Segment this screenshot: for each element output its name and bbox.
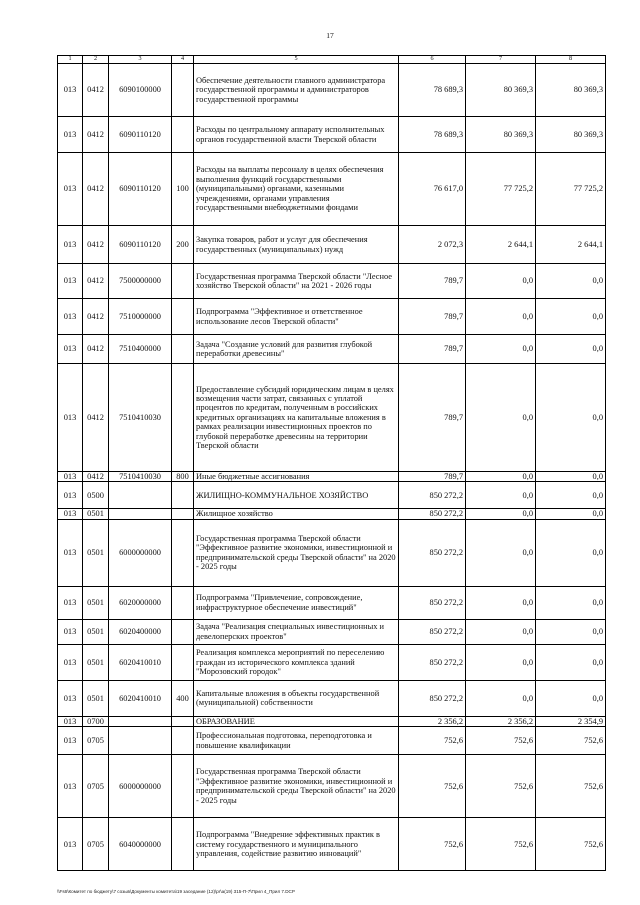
cell-sum-3: 752,6 (536, 755, 606, 818)
cell-vr (172, 727, 194, 755)
table-row (58, 619, 606, 644)
page-number: 17 (326, 31, 334, 40)
cell-rz: 0705 (83, 818, 109, 871)
cell-name: Иные бюджетные ассигнования (194, 472, 399, 482)
table-row (58, 680, 606, 716)
cell-sum-1: 850 272,2 (399, 619, 466, 644)
cell-rz: 0500 (83, 482, 109, 509)
footer-file-path: \\Fs6\Комитет по бюджету\7 созыв\Документы комитета\19 заседание (12)\pr\a(19) 315-П-7\Прил 4_Прил 7.DCP (57, 889, 295, 894)
table-row (58, 509, 606, 519)
cell-csr: 6020400000 (109, 619, 172, 644)
cell-vr (172, 755, 194, 818)
cell-csr: 6040000000 (109, 818, 172, 871)
cell-csr: 6020410010 (109, 680, 172, 716)
table-row (58, 335, 606, 364)
cell-gr: 013 (58, 519, 83, 586)
table-row (58, 727, 606, 755)
cell-sum-2: 752,6 (466, 755, 536, 818)
cell-sum-2: 0,0 (466, 586, 536, 619)
cell-sum-3: 2 354,9 (536, 716, 606, 726)
cell-gr: 013 (58, 299, 83, 335)
cell-sum-3: 0,0 (536, 509, 606, 519)
cell-sum-3: 0,0 (536, 680, 606, 716)
cell-rz: 0501 (83, 619, 109, 644)
cell-gr: 013 (58, 716, 83, 726)
cell-gr: 013 (58, 755, 83, 818)
cell-vr (172, 519, 194, 586)
table-header-row (58, 56, 606, 64)
table-row (58, 226, 606, 264)
cell-sum-3: 0,0 (536, 335, 606, 364)
cell-sum-1: 78 689,3 (399, 117, 466, 153)
header-cell: 8 (536, 56, 606, 64)
cell-sum-2: 0,0 (466, 619, 536, 644)
header-cell: 6 (399, 56, 466, 64)
cell-gr: 013 (58, 509, 83, 519)
cell-name: Государственная программа Тверской области "Эффективное развитие экономики, инвестиционной и предпринимательской среды Тверской области" на 2020 - 2025 годы (194, 755, 399, 818)
cell-name: Расходы на выплаты персоналу в целях обеспечения выполнения функций государственными (муниципальными) органами, казенными учреждениями, органами управления государственными внебюджетными фондами (194, 153, 399, 226)
cell-sum-1: 2 072,3 (399, 226, 466, 264)
cell-name: Подпрограмма "Привлечение, сопровождение, инфраструктурное обеспечение инвестиций" (194, 586, 399, 619)
cell-rz: 0412 (83, 264, 109, 299)
budget-table (57, 55, 606, 871)
cell-vr (172, 364, 194, 472)
table-row (58, 644, 606, 680)
cell-rz: 0412 (83, 153, 109, 226)
cell-sum-2: 0,0 (466, 519, 536, 586)
cell-name: Обеспечение деятельности главного администратора государственной программы и администраторов государственной программы (194, 64, 399, 117)
cell-vr: 200 (172, 226, 194, 264)
cell-sum-1: 850 272,2 (399, 509, 466, 519)
cell-sum-2: 2 356,2 (466, 716, 536, 726)
cell-sum-3: 80 369,3 (536, 117, 606, 153)
cell-vr (172, 299, 194, 335)
table-row (58, 482, 606, 509)
cell-name: ОБРАЗОВАНИЕ (194, 716, 399, 726)
cell-gr: 013 (58, 818, 83, 871)
cell-sum-2: 0,0 (466, 299, 536, 335)
cell-csr (109, 482, 172, 509)
cell-name: Расходы по центральному аппарату исполнительных органов государственной власти Тверской области (194, 117, 399, 153)
cell-name: Подпрограмма "Эффективное и ответственное использование лесов Тверской области" (194, 299, 399, 335)
cell-csr (109, 716, 172, 726)
table-row (58, 364, 606, 472)
table-row (58, 755, 606, 818)
header-cell: 2 (83, 56, 109, 64)
cell-sum-3: 80 369,3 (536, 64, 606, 117)
header-cell: 4 (172, 56, 194, 64)
cell-vr: 400 (172, 680, 194, 716)
cell-name: Задача "Реализация специальных инвестиционных и девелоперских проектов" (194, 619, 399, 644)
cell-rz: 0412 (83, 335, 109, 364)
cell-sum-3: 752,6 (536, 727, 606, 755)
cell-rz: 0705 (83, 727, 109, 755)
cell-gr: 013 (58, 472, 83, 482)
cell-gr: 013 (58, 364, 83, 472)
cell-sum-3: 752,6 (536, 818, 606, 871)
cell-csr (109, 509, 172, 519)
cell-gr: 013 (58, 264, 83, 299)
cell-csr: 6090110120 (109, 117, 172, 153)
cell-gr: 013 (58, 619, 83, 644)
cell-name: ЖИЛИЩНО-КОММУНАЛЬНОЕ ХОЗЯЙСТВО (194, 482, 399, 509)
cell-csr: 7500000000 (109, 264, 172, 299)
cell-rz: 0501 (83, 519, 109, 586)
cell-sum-2: 0,0 (466, 472, 536, 482)
cell-sum-3: 0,0 (536, 264, 606, 299)
cell-gr: 013 (58, 153, 83, 226)
cell-sum-1: 752,6 (399, 727, 466, 755)
cell-sum-2: 752,6 (466, 727, 536, 755)
table-row (58, 264, 606, 299)
cell-name: Капитальные вложения в объекты государственной (муниципальной) собственности (194, 680, 399, 716)
cell-sum-2: 0,0 (466, 644, 536, 680)
cell-vr (172, 644, 194, 680)
cell-rz: 0412 (83, 364, 109, 472)
cell-sum-1: 789,7 (399, 299, 466, 335)
cell-sum-3: 77 725,2 (536, 153, 606, 226)
cell-gr: 013 (58, 335, 83, 364)
cell-sum-3: 0,0 (536, 299, 606, 335)
cell-name: Профессиональная подготовка, переподготовка и повышение квалификации (194, 727, 399, 755)
cell-vr (172, 335, 194, 364)
cell-sum-2: 77 725,2 (466, 153, 536, 226)
cell-name: Государственная программа Тверской области "Эффективное развитие экономики, инвестиционной и предпринимательской среды Тверской области" на 2020 - 2025 годы (194, 519, 399, 586)
cell-rz: 0412 (83, 64, 109, 117)
cell-rz: 0412 (83, 299, 109, 335)
header-cell: 5 (194, 56, 399, 64)
cell-vr (172, 264, 194, 299)
cell-sum-1: 2 356,2 (399, 716, 466, 726)
table-row (58, 153, 606, 226)
header-cell: 1 (58, 56, 83, 64)
cell-gr: 013 (58, 644, 83, 680)
cell-name: Подпрограмма "Внедрение эффективных практик в систему государственного и муниципального управления, содействие развитию инноваций" (194, 818, 399, 871)
cell-sum-1: 789,7 (399, 364, 466, 472)
cell-gr: 013 (58, 680, 83, 716)
cell-sum-1: 850 272,2 (399, 680, 466, 716)
cell-gr: 013 (58, 226, 83, 264)
cell-gr: 013 (58, 117, 83, 153)
cell-name: Реализация комплекса мероприятий по переселению граждан из исторического комплекса зданий "Морозовский городок" (194, 644, 399, 680)
cell-sum-1: 789,7 (399, 472, 466, 482)
cell-sum-3: 0,0 (536, 619, 606, 644)
cell-sum-2: 80 369,3 (466, 117, 536, 153)
cell-rz: 0412 (83, 472, 109, 482)
cell-sum-1: 76 617,0 (399, 153, 466, 226)
cell-csr: 6020000000 (109, 586, 172, 619)
cell-name: Задача "Создание условий для развития глубокой переработки древесины" (194, 335, 399, 364)
table-row (58, 716, 606, 726)
table-body (58, 56, 606, 871)
cell-csr: 6090100000 (109, 64, 172, 117)
cell-gr: 013 (58, 586, 83, 619)
table-row (58, 586, 606, 619)
cell-csr (109, 727, 172, 755)
table-row (58, 299, 606, 335)
cell-name: Жилищное хозяйство (194, 509, 399, 519)
cell-sum-2: 752,6 (466, 818, 536, 871)
cell-sum-3: 0,0 (536, 644, 606, 680)
cell-gr: 013 (58, 482, 83, 509)
cell-vr (172, 586, 194, 619)
cell-sum-3: 0,0 (536, 586, 606, 619)
cell-csr: 7510410030 (109, 472, 172, 482)
cell-sum-2: 0,0 (466, 509, 536, 519)
cell-vr (172, 716, 194, 726)
cell-csr: 7510410030 (109, 364, 172, 472)
cell-csr: 6090110120 (109, 153, 172, 226)
cell-csr: 6020410010 (109, 644, 172, 680)
cell-sum-3: 2 644,1 (536, 226, 606, 264)
cell-rz: 0501 (83, 586, 109, 619)
table-row (58, 117, 606, 153)
cell-name: Государственная программа Тверской области "Лесное хозяйство Тверской области" на 2021 - 2026 годы (194, 264, 399, 299)
header-cell: 3 (109, 56, 172, 64)
cell-csr: 6000000000 (109, 755, 172, 818)
cell-vr (172, 509, 194, 519)
cell-sum-2: 0,0 (466, 264, 536, 299)
cell-sum-1: 850 272,2 (399, 586, 466, 619)
cell-sum-2: 0,0 (466, 335, 536, 364)
cell-sum-2: 0,0 (466, 364, 536, 472)
cell-rz: 0705 (83, 755, 109, 818)
cell-csr: 6090110120 (109, 226, 172, 264)
cell-vr (172, 117, 194, 153)
cell-sum-1: 752,6 (399, 755, 466, 818)
cell-gr: 013 (58, 64, 83, 117)
cell-vr (172, 619, 194, 644)
cell-rz: 0700 (83, 716, 109, 726)
cell-rz: 0501 (83, 509, 109, 519)
cell-sum-3: 0,0 (536, 482, 606, 509)
cell-sum-2: 0,0 (466, 680, 536, 716)
cell-sum-3: 0,0 (536, 364, 606, 472)
cell-name: Закупка товаров, работ и услуг для обеспечения государственных (муниципальных) нужд (194, 226, 399, 264)
cell-sum-2: 2 644,1 (466, 226, 536, 264)
cell-sum-3: 0,0 (536, 519, 606, 586)
cell-sum-1: 789,7 (399, 335, 466, 364)
cell-vr: 800 (172, 472, 194, 482)
cell-rz: 0412 (83, 226, 109, 264)
cell-vr (172, 64, 194, 117)
cell-sum-1: 78 689,3 (399, 64, 466, 117)
cell-rz: 0501 (83, 644, 109, 680)
cell-sum-1: 789,7 (399, 264, 466, 299)
cell-vr: 100 (172, 153, 194, 226)
cell-vr (172, 482, 194, 509)
cell-sum-1: 752,6 (399, 818, 466, 871)
cell-csr: 7510000000 (109, 299, 172, 335)
cell-csr: 6000000000 (109, 519, 172, 586)
cell-name: Предоставление субсидий юридическим лицам в целях возмещения части затрат, связанных с уплатой процентов по кредитам, полученным в российских кредитных организациях на капитальные вложения в рамках реализации инвестиционных проектов по глубокой переработке древесины на территории Тверской области (194, 364, 399, 472)
cell-sum-2: 0,0 (466, 482, 536, 509)
table-row (58, 64, 606, 117)
cell-sum-1: 850 272,2 (399, 644, 466, 680)
header-cell: 7 (466, 56, 536, 64)
cell-sum-2: 80 369,3 (466, 64, 536, 117)
cell-csr: 7510400000 (109, 335, 172, 364)
cell-rz: 0412 (83, 117, 109, 153)
table-row (58, 472, 606, 482)
cell-vr (172, 818, 194, 871)
cell-gr: 013 (58, 727, 83, 755)
cell-sum-3: 0,0 (536, 472, 606, 482)
cell-sum-1: 850 272,2 (399, 519, 466, 586)
cell-rz: 0501 (83, 680, 109, 716)
cell-sum-1: 850 272,2 (399, 482, 466, 509)
table-row (58, 519, 606, 586)
table-row (58, 818, 606, 871)
